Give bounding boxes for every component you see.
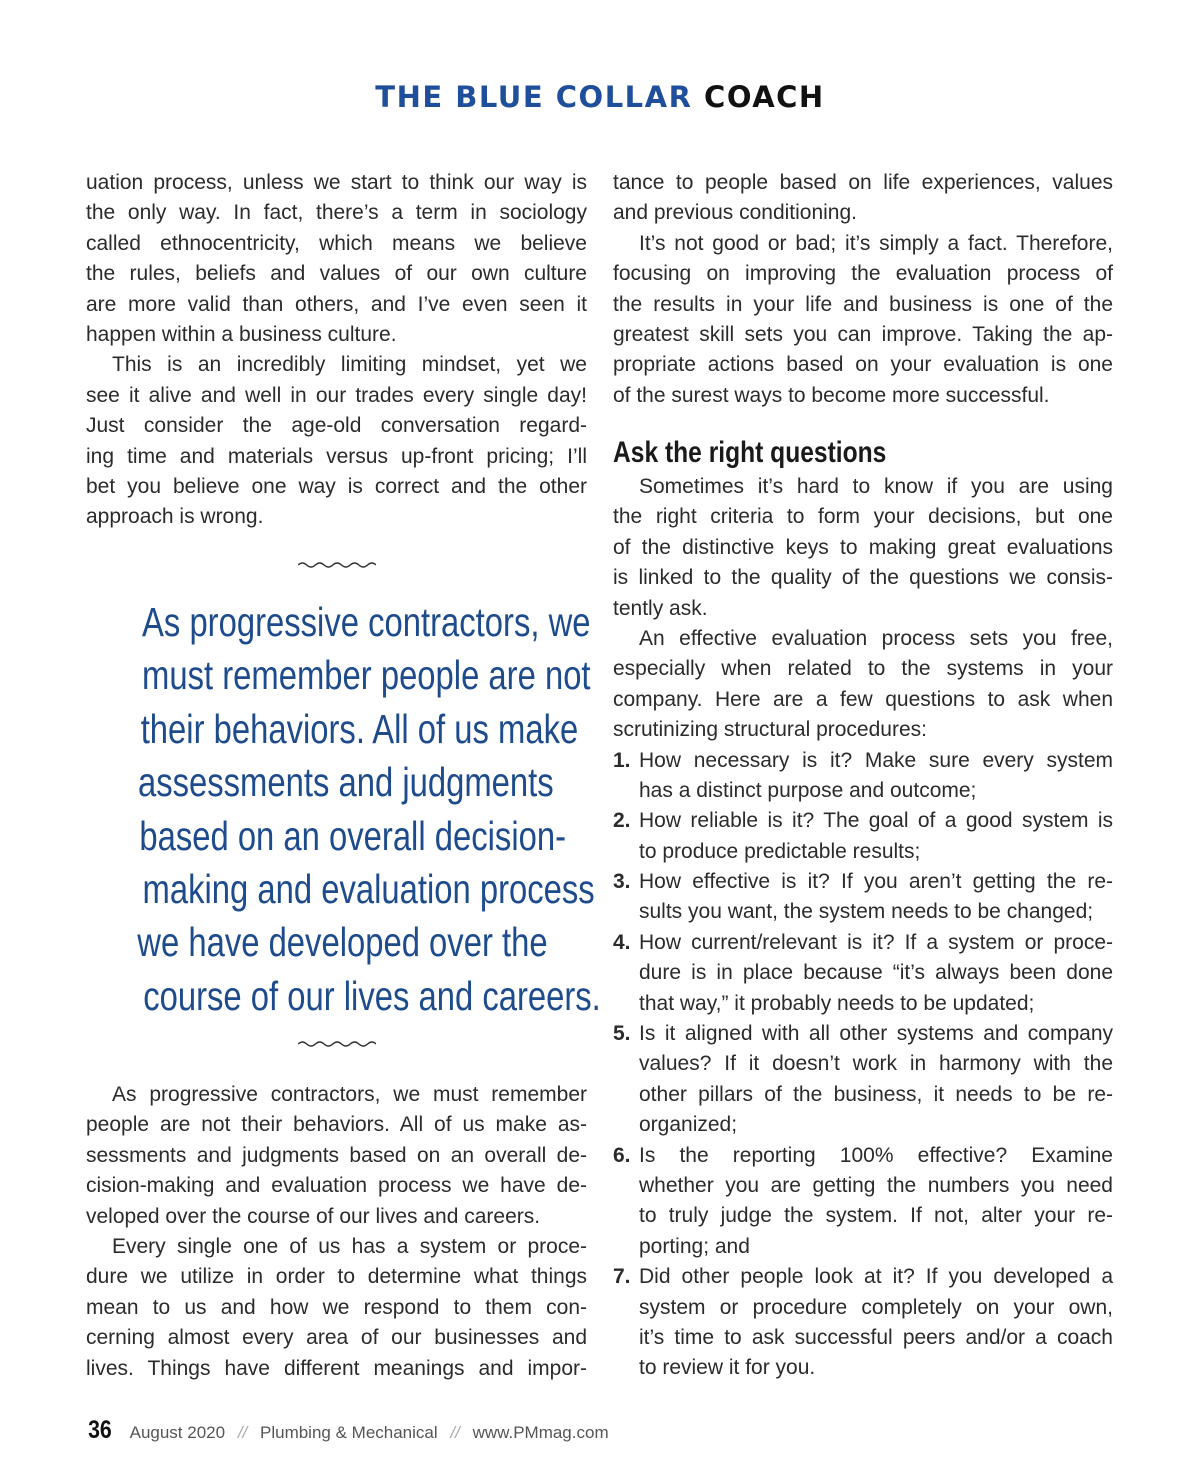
list-item: [613, 1141, 1113, 1263]
text-line: How necessary is it? Make sure every system: [639, 748, 1113, 772]
text-line: cision-making and evaluation process we have de-: [86, 1174, 587, 1198]
text-line: porting; and: [639, 1234, 750, 1258]
text-line: dure is in place because “it’s always been done: [639, 961, 1113, 985]
list-number: 6.: [613, 1143, 631, 1167]
list-item: [613, 928, 1113, 1019]
text-line: organized;: [639, 1113, 738, 1137]
left-column-bottom-text: [86, 1080, 587, 1384]
text-line: lives. Things have different meanings and impor-: [86, 1356, 587, 1380]
text-line: scrutinizing structural procedures:: [613, 718, 927, 742]
text-line: How reliable is it? The goal of a good system is: [639, 809, 1113, 833]
text-line: Just consider the age-old conversation regard-: [86, 414, 587, 438]
paragraph: [86, 350, 587, 532]
pull-quote-text: course of our lives and careers.: [143, 972, 601, 1019]
list-number: 1.: [613, 748, 631, 772]
text-line: people are not their behaviors. All of us make as-: [86, 1113, 587, 1137]
left-column-top-text: [86, 168, 587, 533]
footer-separator: //: [237, 1423, 248, 1442]
pull-quote-line: [86, 916, 587, 969]
text-line: of the surest ways to become more successful.: [613, 383, 1050, 407]
text-line: the only way. In fact, there’s a term in sociology: [86, 201, 587, 225]
pull-quote-text: we have developed over the: [137, 919, 548, 966]
pull-quote: [86, 596, 601, 1023]
text-line: it’s time to ask successful peers and/or a coach: [639, 1325, 1113, 1349]
issue-date: August 2020: [129, 1423, 226, 1442]
text-line: the right criteria to form your decisions, but one: [613, 505, 1113, 529]
right-column-bottom-text: [613, 472, 1113, 1384]
text-line: especially when related to the systems in your: [613, 657, 1113, 681]
text-line: see it alive and well in our trades every single day!: [86, 383, 587, 407]
pull-quote-line: [86, 970, 601, 1023]
paragraph: [613, 229, 1113, 411]
text-line: tance to people based on life experiences, values: [613, 171, 1113, 194]
text-line: How effective is it? If you aren’t getting the re-: [639, 870, 1113, 894]
wave-divider-icon: [298, 561, 376, 569]
text-line: mean to us and how we respond to them con-: [86, 1295, 587, 1319]
text-line: sults you want, the system needs to be changed;: [639, 900, 1094, 924]
text-line: the results in your life and business is one of the: [613, 292, 1113, 316]
list-item: [613, 867, 1113, 928]
text-line: It’s not good or bad; it’s simply a fact. Therefore,: [639, 231, 1113, 255]
text-line: other pillars of the business, it needs to be re-: [639, 1082, 1113, 1106]
text-line: system or procedure completely on your own,: [639, 1295, 1113, 1319]
wave-divider-icon: [298, 1040, 376, 1048]
magazine-url[interactable]: www.PMmag.com: [472, 1423, 609, 1442]
text-line: are more valid than others, and I’ve even seen it: [86, 292, 587, 316]
paragraph: [613, 168, 1113, 229]
text-line: company. Here are a few questions to ask when: [613, 687, 1113, 711]
text-line: of the distinctive keys to making great evaluations: [613, 535, 1113, 559]
pull-quote-line: [86, 756, 587, 809]
list-number: 4.: [613, 930, 631, 954]
list-number: 7.: [613, 1265, 631, 1289]
text-line: greatest skill sets you can improve. Taking the ap-: [613, 322, 1113, 346]
page-footer: [86, 1416, 609, 1445]
text-line: focusing on improving the evaluation process of: [613, 262, 1113, 286]
section-header: [0, 80, 1200, 114]
magazine-name: Plumbing & Mechanical: [260, 1423, 438, 1442]
paragraph: [613, 624, 1113, 746]
list-item: [613, 1262, 1113, 1384]
pull-quote-text: their behaviors. All of us make: [140, 705, 579, 752]
header-title-black: COACH: [704, 80, 825, 114]
text-line: cerning almost every area of our businesses and: [86, 1326, 587, 1350]
list-item-text: [639, 1141, 1113, 1263]
pull-quote-text: As progressive contractors, we: [142, 599, 591, 645]
list-number: 2.: [613, 809, 631, 833]
paragraph: [86, 1232, 587, 1384]
text-line: to produce predictable results;: [639, 839, 921, 863]
text-line: dure we utilize in order to determine what things: [86, 1265, 587, 1289]
text-line: and previous conditioning.: [613, 201, 858, 225]
text-line: has a distinct purpose and outcome;: [639, 778, 977, 802]
list-item: [613, 806, 1113, 867]
text-line: happen within a business culture.: [86, 322, 397, 346]
text-line: This is an incredibly limiting mindset, yet we: [112, 353, 587, 377]
list-number: 3.: [613, 870, 631, 894]
list-item: [613, 1019, 1113, 1141]
text-line: propriate actions based on your evaluation is one: [613, 353, 1113, 377]
text-line: Did other people look at it? If you developed a: [639, 1265, 1113, 1289]
text-line: Is it aligned with all other systems and company: [639, 1022, 1113, 1046]
text-line: bet you believe one way is correct and the other: [86, 474, 587, 498]
text-line: How current/relevant is it? If a system or proce-: [639, 930, 1113, 954]
pull-quote-text: assessments and judgments: [137, 759, 554, 806]
text-line: veloped over the course of our lives and careers.: [86, 1204, 541, 1228]
list-item: [613, 746, 1113, 807]
paragraph: [86, 1080, 587, 1232]
text-line: to review it for you.: [639, 1356, 816, 1380]
pull-quote-line: [86, 703, 587, 756]
list-item-text: [639, 928, 1113, 1019]
list-item-text: [639, 746, 1113, 807]
text-line: is linked to the quality of the questions we consis-: [613, 566, 1113, 590]
text-line: whether you are getting the numbers you need: [639, 1173, 1113, 1197]
text-line: ing time and materials versus up-front pricing; I’ll: [86, 444, 587, 468]
right-column-top-text: [613, 168, 1113, 411]
text-line: the rules, beliefs and values of our own culture: [86, 262, 587, 286]
text-line: Every single one of us has a system or proce-: [112, 1234, 587, 1258]
footer-separator: //: [450, 1423, 460, 1442]
pull-quote-line: [86, 863, 595, 916]
list-item-text: [639, 867, 1113, 928]
text-line: values? If it doesn’t work in harmony with the: [639, 1052, 1113, 1076]
pull-quote-line: [86, 649, 591, 702]
pull-quote-text: making and evaluation process: [142, 865, 595, 912]
pull-quote-line: [86, 596, 591, 649]
list-item-text: [639, 1262, 1113, 1384]
text-line: Sometimes it’s hard to know if you are using: [639, 475, 1113, 498]
text-line: called ethnocentricity, which means we believe: [86, 231, 587, 255]
paragraph: [86, 168, 587, 350]
text-line: sessments and judgments based on an overall de-: [86, 1143, 587, 1167]
header-title-blue: THE BLUE COLLAR: [375, 80, 693, 114]
text-line: that way,” it probably needs to be updated;: [639, 991, 1035, 1015]
paragraph: [613, 472, 1113, 624]
text-line: tently ask.: [613, 596, 708, 620]
text-line: An effective evaluation process sets you free,: [639, 626, 1113, 650]
text-line: Is the reporting 100% effective? Examine: [639, 1143, 1113, 1167]
list-item-text: [639, 806, 1113, 867]
list-item-text: [639, 1019, 1113, 1141]
text-line: As progressive contractors, we must remember: [112, 1083, 587, 1106]
text-line: approach is wrong.: [86, 505, 264, 529]
text-line: to truly judge the system. If not, alter your re-: [639, 1204, 1113, 1228]
list-number: 5.: [613, 1022, 631, 1046]
text-line: uation process, unless we start to think our way is: [86, 171, 587, 194]
pull-quote-line: [86, 810, 587, 863]
pull-quote-text: based on an overall decision-: [139, 812, 567, 859]
pull-quote-text: must remember people are not: [142, 652, 591, 699]
section-heading: Ask the right questions: [613, 436, 887, 469]
page-number: 36: [88, 1416, 112, 1444]
